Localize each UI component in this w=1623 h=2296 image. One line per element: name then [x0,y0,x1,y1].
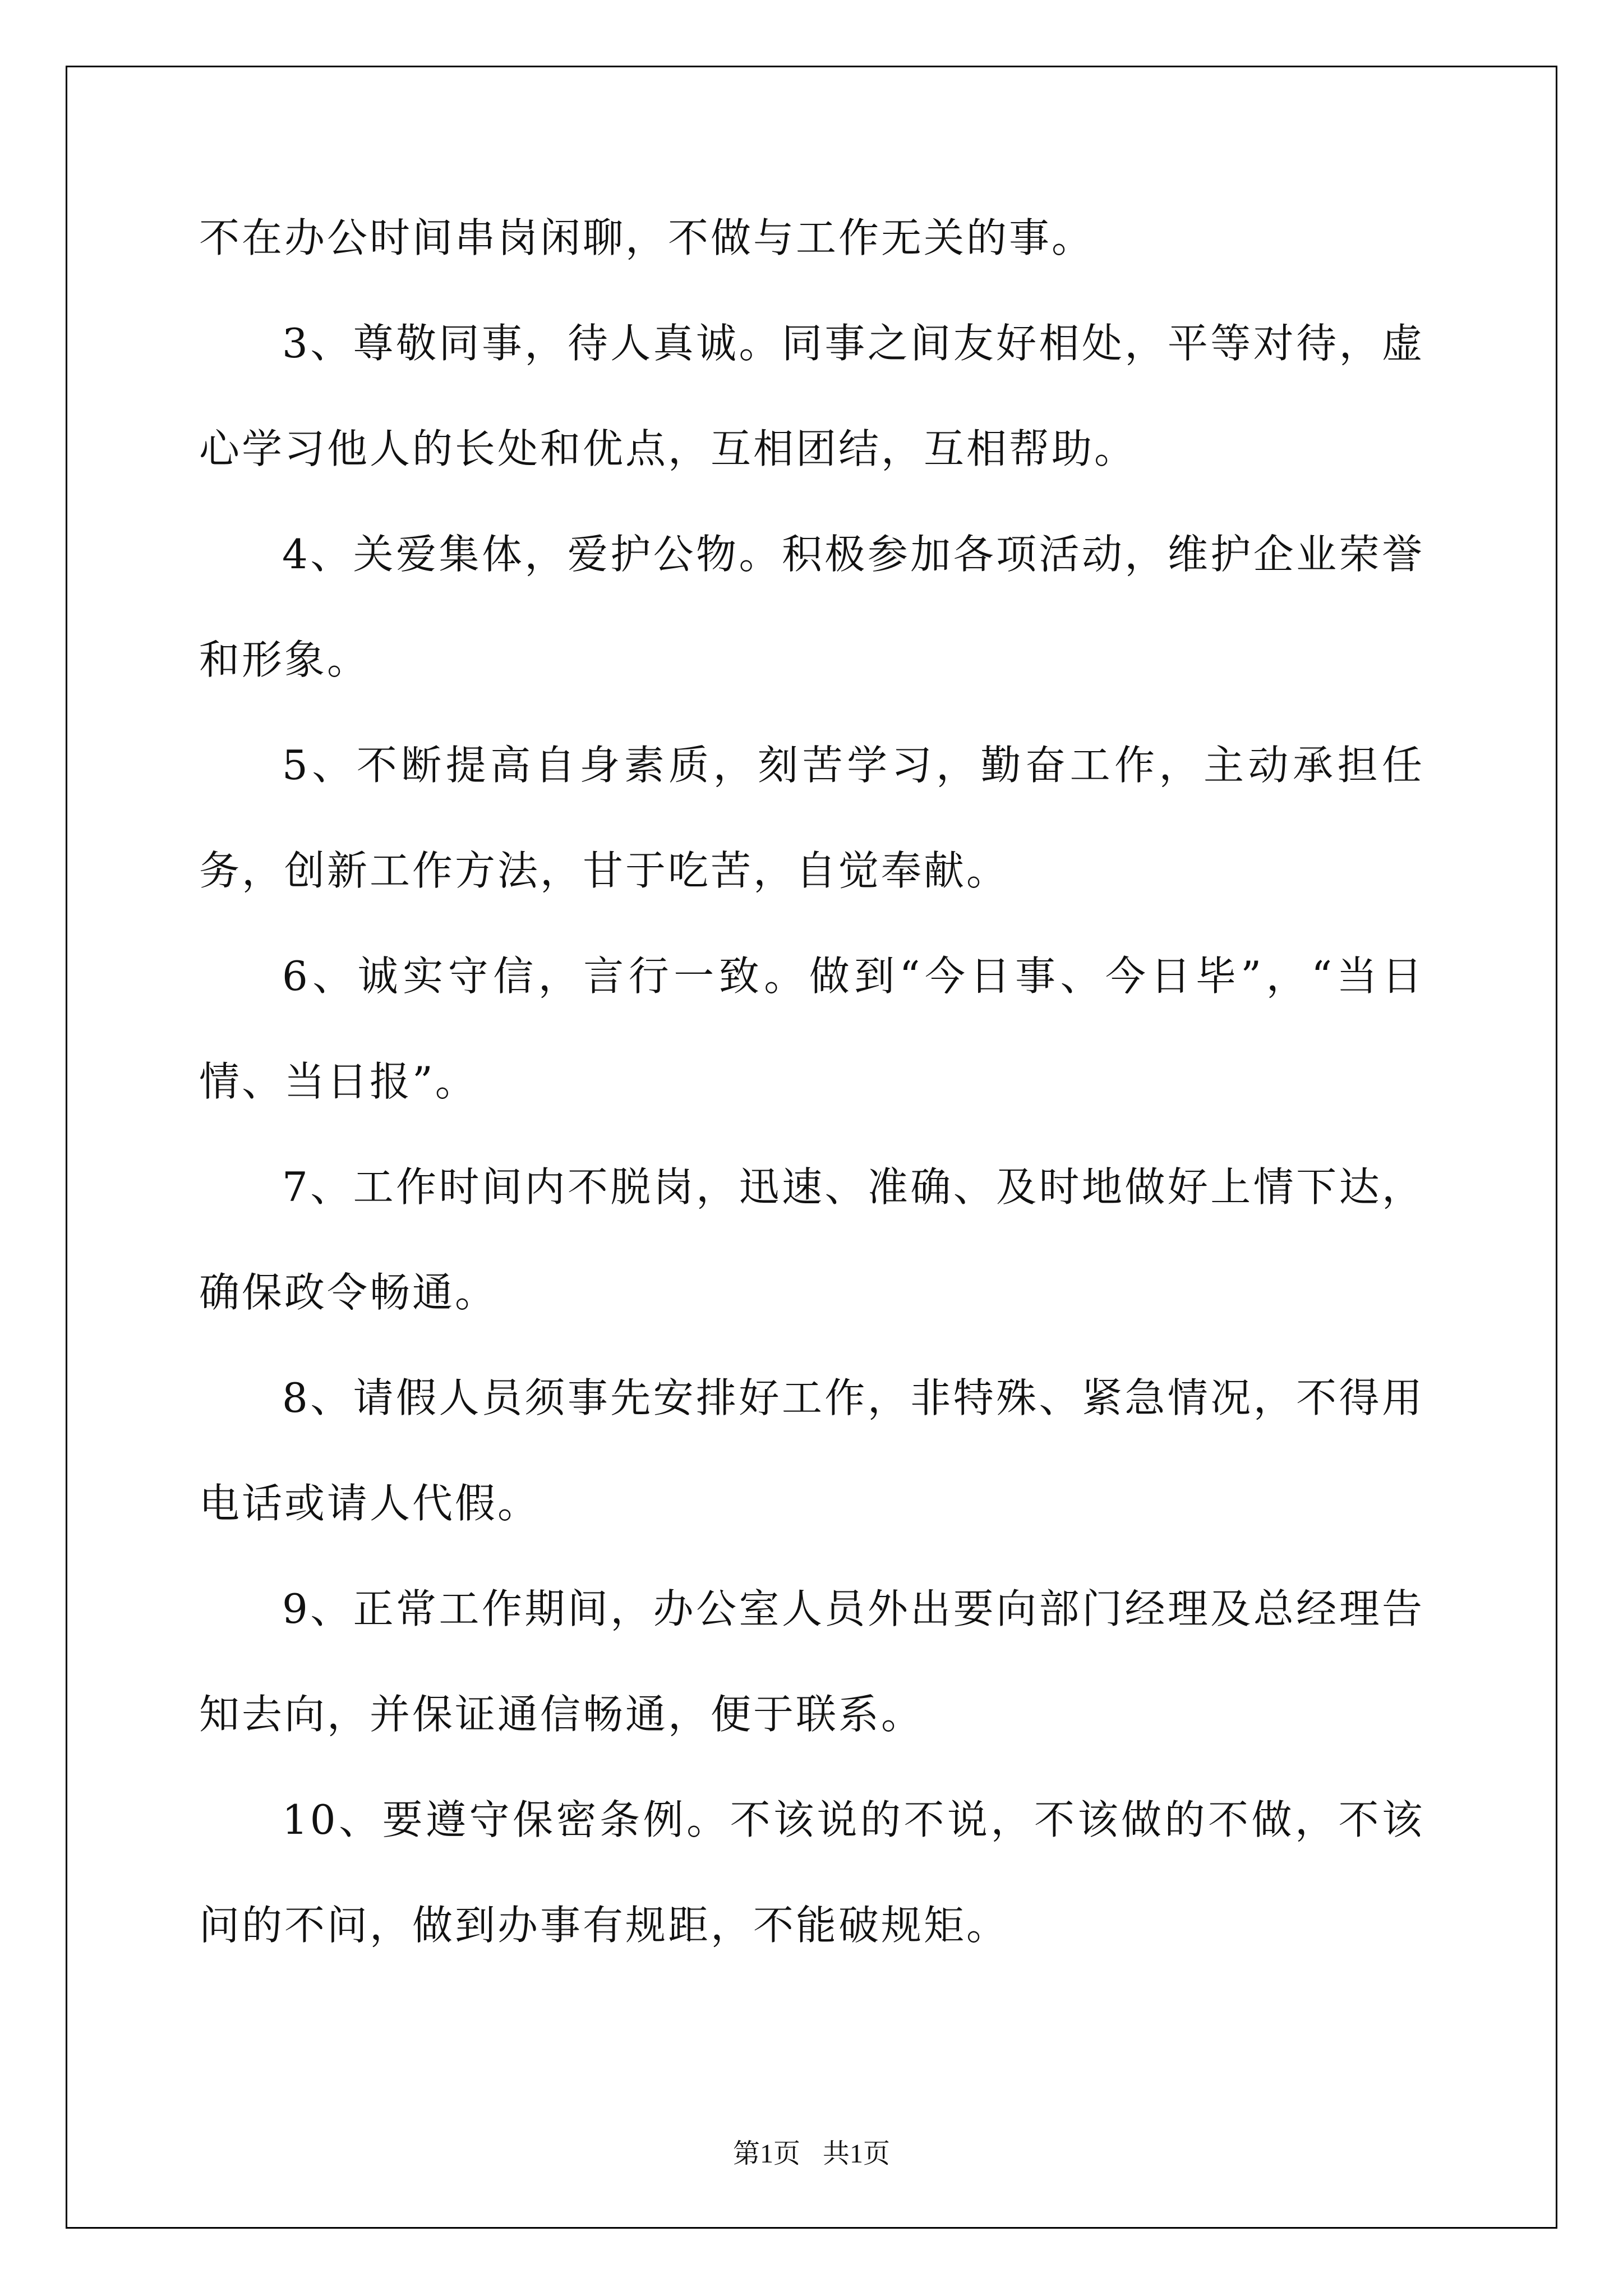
paragraph-item-8: 8、请假人员须事先安排好工作，非特殊、紧急情况，不得用电话或请人代假。 [199,1374,1424,1527]
page-number: 第1页 [732,2139,800,2169]
paragraph-item-3: 3、尊敬同事，待人真诚。同事之间友好相处，平等对待，虚心学习他人的长处和优点，互相团结，互相帮助。 [199,320,1424,472]
paragraph-item-9: 9、正常工作期间，办公室人员外出要向部门经理及总经理告知去向，并保证通信畅通，便于联系。 [199,1585,1424,1738]
paragraph-item-5: 5、不断提高自身素质，刻苦学习，勤奋工作，主动承担任务，创新工作方法，甘于吃苦，自觉奉献。 [199,742,1424,894]
page-footer [0,2132,1623,2170]
paragraph-item-6: 6、诚实守信，言行一致。做到“今日事、今日毕”，“当日情、当日报”。 [199,953,1424,1105]
document-body [199,185,1424,1978]
paragraph-item-10: 10、要遵守保密条例。不该说的不说，不该做的不做，不该问的不问，做到办事有规距，不能破规矩。 [199,1796,1424,1949]
paragraph-item-7: 7、工作时间内不脱岗，迅速、准确、及时地做好上情下达，确保政令畅通。 [199,1163,1424,1316]
page-total: 共1页 [823,2139,891,2169]
paragraph-continuation: 不在办公时间串岗闲聊，不做与工作无关的事。 [199,214,1095,261]
paragraph-item-4: 4、关爱集体，爱护公物。积极参加各项活动，维护企业荣誉和形象。 [199,531,1424,683]
